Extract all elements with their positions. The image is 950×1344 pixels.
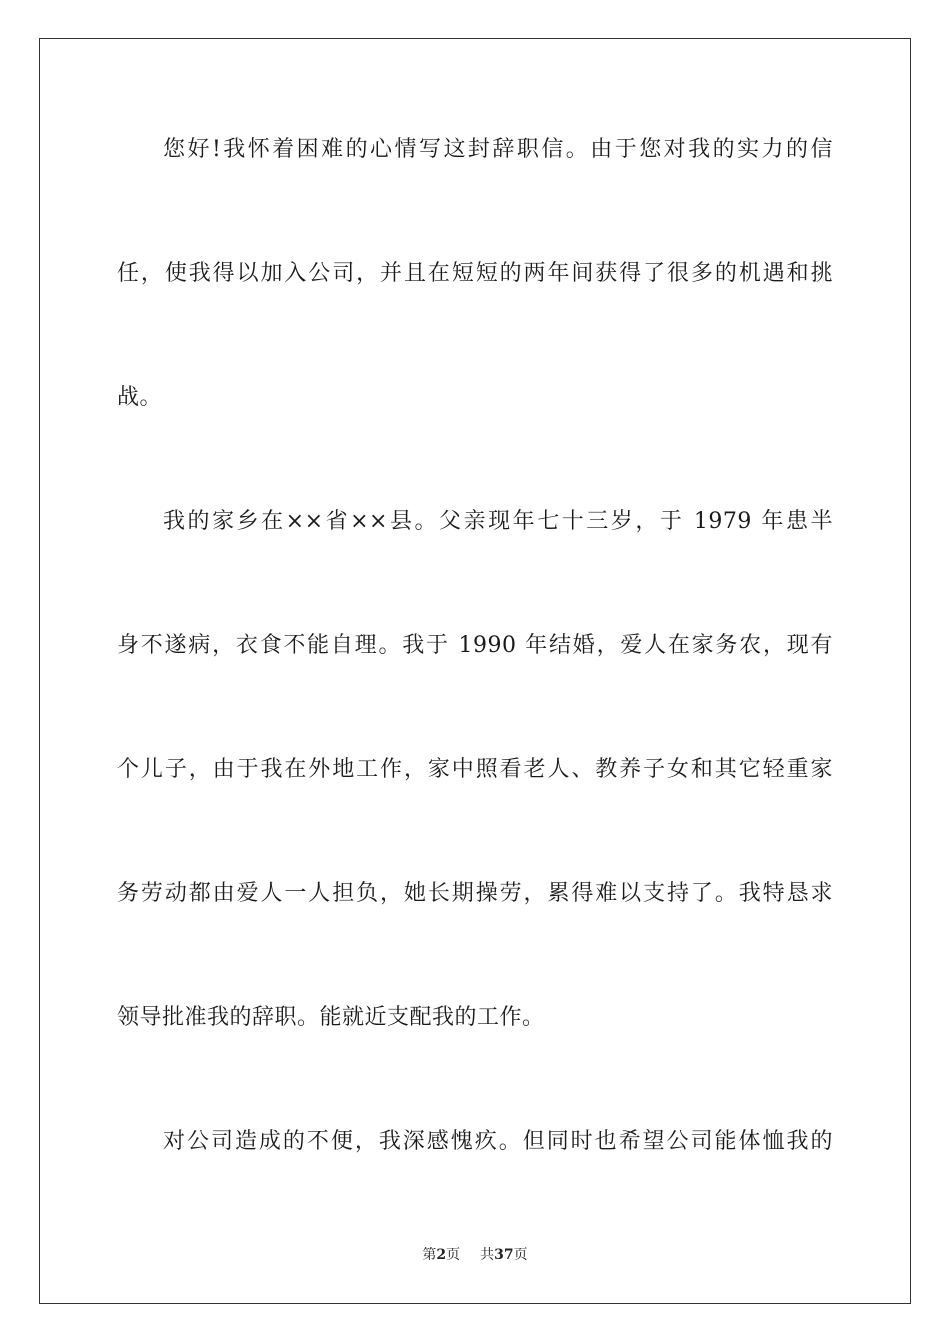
page-footer [0,1245,950,1265]
total-pages: 37 [494,1247,514,1263]
total-suffix: 页 [513,1247,528,1263]
page-suffix: 页 [446,1247,461,1263]
text-line-5: 身不遂病，衣食不能自理。我于 1990 年结婚，爱人在家务农，现有 [117,633,833,658]
text-line-7: 务劳动都由爱人一人担负，她长期操劳，累得难以支持了。我特恳求 [117,881,833,906]
total-prefix: 共 [480,1247,495,1263]
text-line-9: 对公司造成的不便，我深感愧疚。但同时也希望公司能体恤我的 [163,1129,833,1154]
page-prefix: 第 [422,1247,437,1263]
text-line-1: 您好!我怀着困难的心情写这封辞职信。由于您对我的实力的信 [163,137,833,162]
text-line-4: 我的家乡在××省××县。父亲现年七十三岁，于 1979 年患半 [163,509,833,534]
text-line-8: 领导批准我的辞职。能就近支配我的工作。 [117,1005,545,1030]
page-number: 2 [436,1247,447,1263]
text-line-3: 战。 [117,385,163,410]
page-border [39,38,911,1304]
text-line-6: 个儿子，由于我在外地工作，家中照看老人、教养子女和其它轻重家 [117,757,833,782]
text-line-2: 任，使我得以加入公司，并且在短短的两年间获得了很多的机遇和挑 [117,261,833,286]
